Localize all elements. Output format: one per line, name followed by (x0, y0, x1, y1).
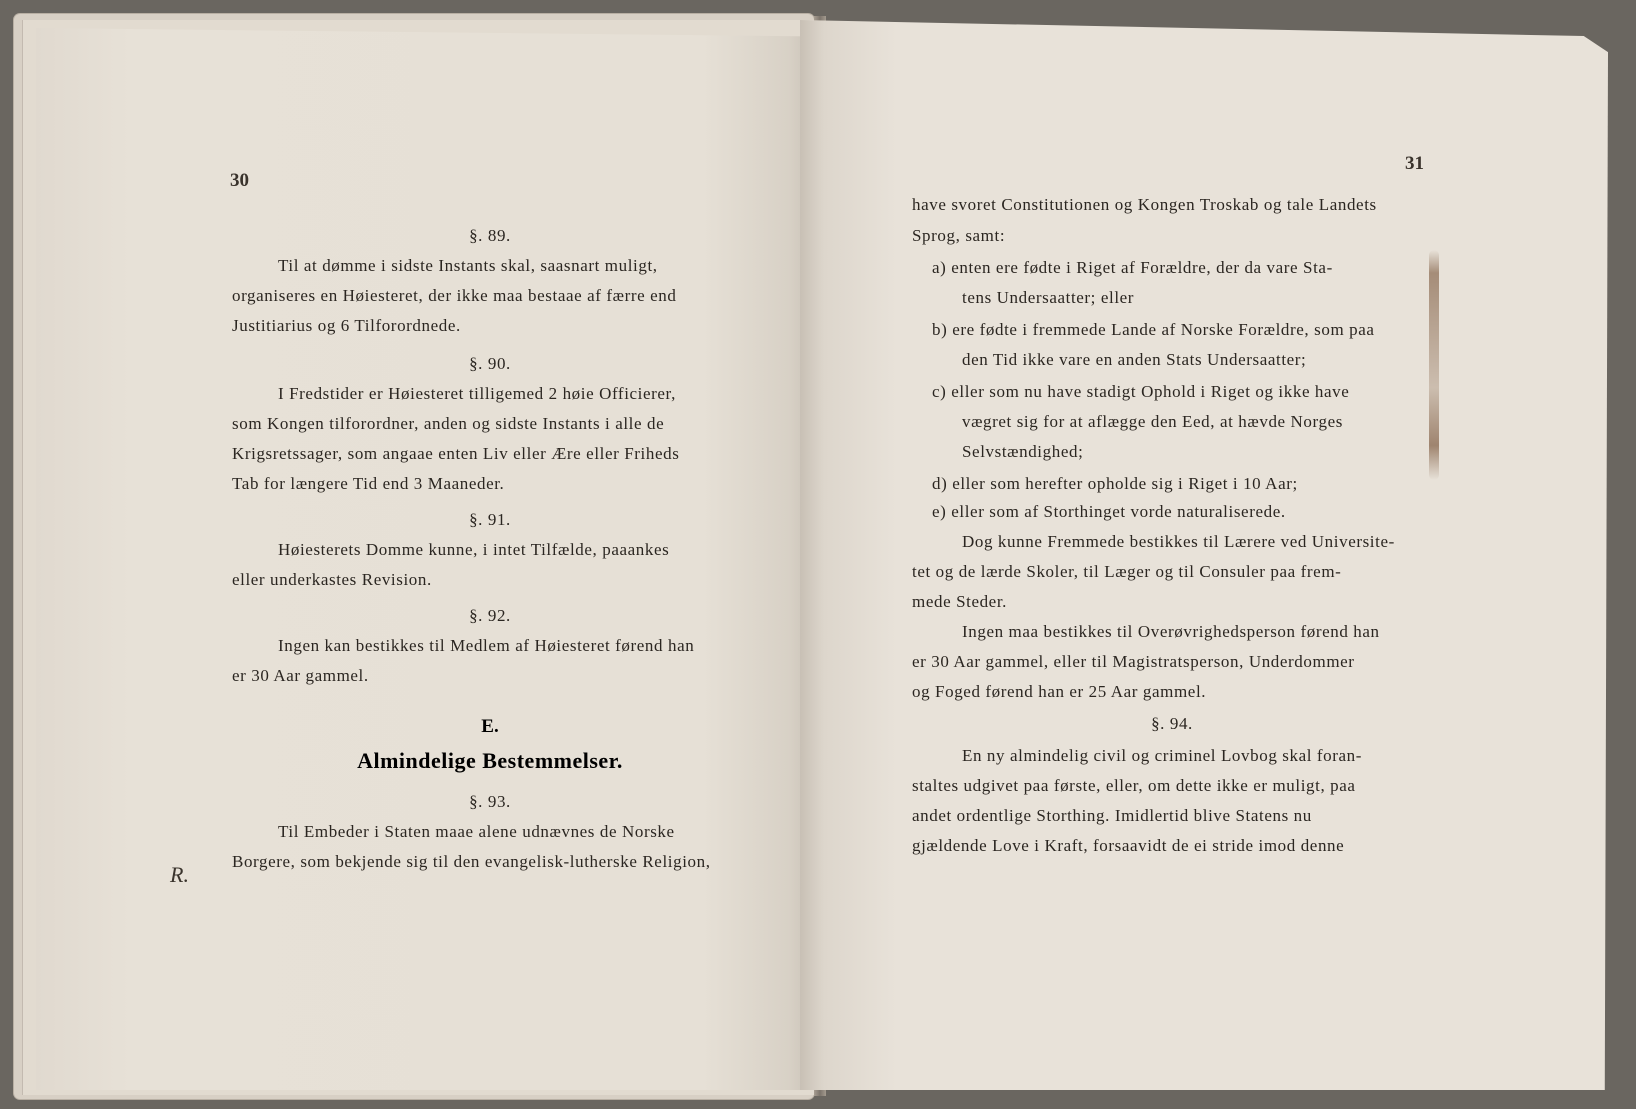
right-text-line: En ny almindelig civil og criminel Lovbog skal foran- (962, 746, 1363, 765)
right-list-item-c: c) eller som nu have stadigt Ophold i Riget og ikke have (932, 382, 1350, 401)
right-page (800, 20, 1608, 1090)
right-text-line: mede Steder. (912, 592, 1008, 611)
para-head-93: §. 93. (469, 792, 511, 811)
para-head-92: §. 92. (469, 606, 511, 625)
right-text-line: Dog kunne Fremmede bestikkes til Lærere ved Universite- (962, 532, 1395, 551)
right-text-line: Ingen maa bestikkes til Overøvrighedsperson førend han (962, 622, 1380, 641)
left-text-line: Til at dømme i sidste Instants skal, saasnart muligt, (278, 256, 658, 275)
left-text-line: Høiesterets Domme kunne, i intet Tilfælde, paaankes (278, 540, 670, 559)
margin-handwritten-mark: R. (170, 862, 189, 887)
ink-stain (1429, 250, 1439, 480)
right-text-line: tet og de lærde Skoler, til Læger og til Consuler paa frem- (912, 562, 1342, 581)
left-text-line: organiseres en Høiesteret, der ikke maa bestaae af færre end (232, 286, 677, 305)
para-head-89: §. 89. (469, 226, 511, 245)
right-text-line: Sprog, samt: (912, 226, 1006, 245)
left-text-line: eller underkastes Revision. (232, 570, 432, 589)
para-head-94: §. 94. (1151, 714, 1193, 733)
para-head-91: §. 91. (469, 510, 511, 529)
right-text-line: er 30 Aar gammel, eller til Magistratsperson, Underdommer (912, 652, 1355, 671)
left-text-line: Tab for længere Tid end 3 Maaneder. (232, 474, 505, 493)
left-text-line: Til Embeder i Staten maae alene udnævnes de Norske (278, 822, 675, 841)
right-list-item-d: d) eller som herefter opholde sig i Riget i 10 Aar; (932, 474, 1298, 493)
section-title: Almindelige Bestemmelser. (357, 748, 623, 773)
left-text-line: Ingen kan bestikkes til Medlem af Høiesteret førend han (278, 636, 695, 655)
right-page-number: 31 (1405, 153, 1424, 174)
left-text-line: Borgere, som bekjende sig til den evangelisk-lutherske Religion, (232, 852, 711, 871)
right-text-line: den Tid ikke vare en anden Stats Undersaatter; (962, 350, 1307, 369)
section-letter: E. (481, 716, 499, 737)
right-text-line: vægret sig for at aflægge den Eed, at hævde Norges (962, 412, 1343, 431)
right-text-line: og Foged førend han er 25 Aar gammel. (912, 682, 1207, 701)
left-text-line: Krigsretssager, som angaae enten Liv eller Ære eller Friheds (232, 444, 680, 463)
left-text-line: I Fredstider er Høiesteret tilligemed 2 høie Officierer, (278, 384, 676, 403)
right-list-item-e: e) eller som af Storthinget vorde naturaliserede. (932, 502, 1286, 521)
right-list-item-a: a) enten ere fødte i Riget af Forældre, der da vare Sta- (932, 258, 1333, 277)
left-text-line: er 30 Aar gammel. (232, 666, 369, 685)
right-text-line: andet ordentlige Storthing. Imidlertid blive Statens nu (912, 806, 1312, 825)
right-text-line: gjældende Love i Kraft, forsaavidt de ei stride imod denne (912, 836, 1345, 855)
right-list-item-b: b) ere fødte i fremmede Lande af Norske Forældre, som paa (932, 320, 1375, 339)
left-page-number: 30 (230, 170, 249, 191)
right-text-line: Selvstændighed; (962, 442, 1084, 461)
para-head-90: §. 90. (469, 354, 511, 373)
left-text-line: som Kongen tilforordner, anden og sidste Instants i alle de (232, 414, 665, 433)
right-text-line: staltes udgivet paa første, eller, om dette ikke er muligt, paa (912, 776, 1356, 795)
right-text-line: have svoret Constitutionen og Kongen Troskab og tale Landets (912, 195, 1377, 214)
right-text-line: tens Undersaatter; eller (962, 288, 1135, 307)
left-text-line: Justitiarius og 6 Tilforordnede. (232, 316, 461, 335)
